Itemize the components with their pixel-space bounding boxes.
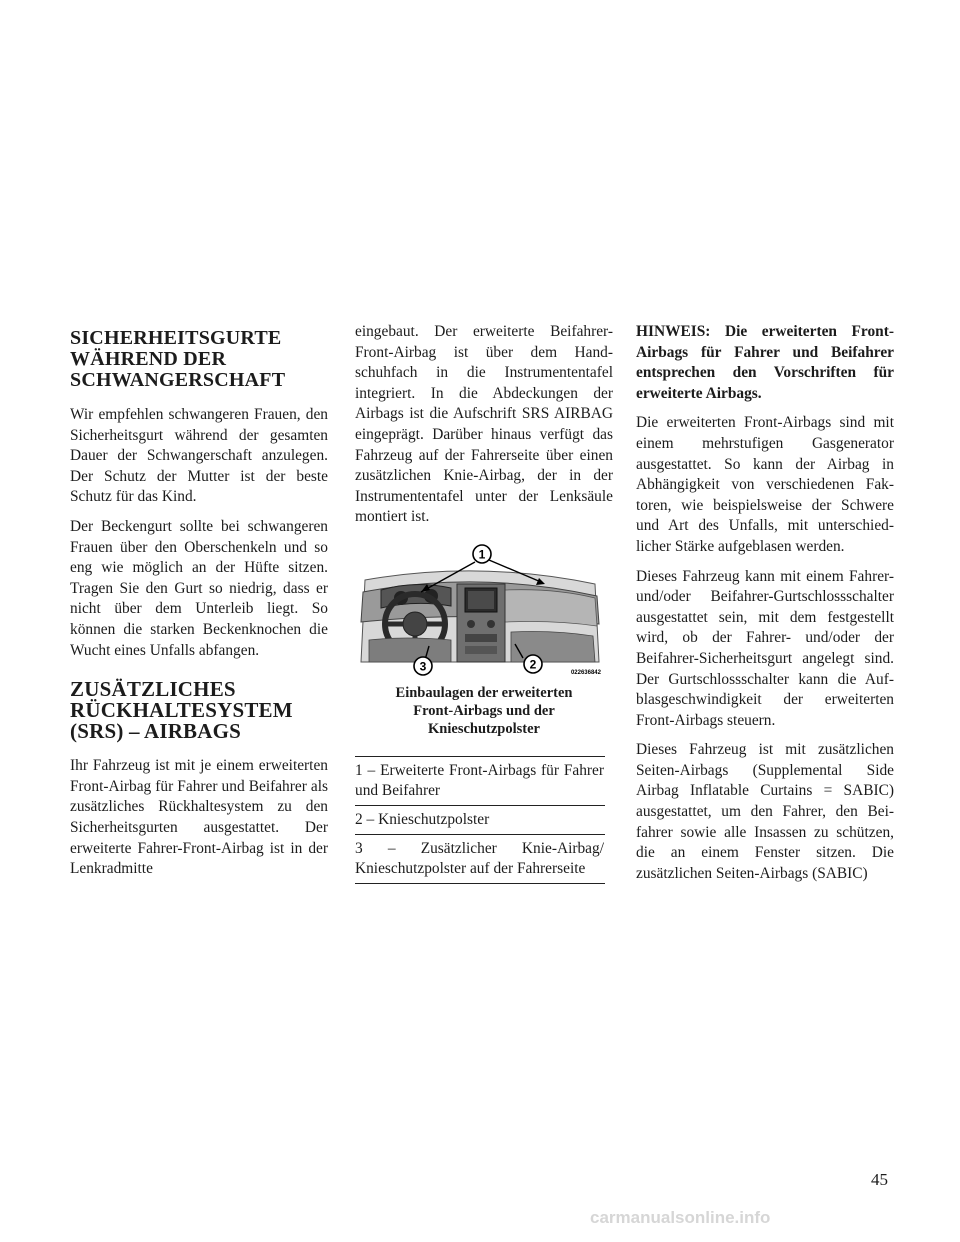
note-paragraph: HINWEIS: Die erweiterten Front-Airbags für Fahrer und Beifahrer entsprechen den Vorschriften für erweiterte Airbags. — [636, 323, 894, 402]
heading-line: SCHWANGERSCHAFT — [70, 369, 286, 391]
caption-line: Front-Airbags und der — [413, 702, 555, 719]
watermark: carmanualsonline.info — [590, 1208, 771, 1227]
heading-line: SICHERHEITSGURTE — [70, 327, 282, 349]
column-right — [636, 322, 894, 893]
legend-cell: 2 – Knieschutzpolster — [355, 805, 605, 834]
svg-text:2: 2 — [529, 657, 537, 672]
svg-text:3: 3 — [419, 659, 427, 674]
caption-line: Einbaulagen der erweiterten — [395, 684, 573, 701]
paragraph: eingebaut. Der erweiterte Beifahrer-Front-Airbag ist über dem Handschuhfach in die Instrumententafel integriert. In die Abdeckungen der Airbags ist die Aufschrift SRS AIRBAG eingeprägt. Darüber hinaus verfügt das Fahrzeug auf der Fahrerseite über einen zusätzlichen Knie-Airbag, der in der Instrumententafel unter der Lenksäule montiert ist. — [355, 323, 613, 526]
heading-srs-airbags — [70, 679, 328, 742]
figure-code: 022636842 — [570, 669, 601, 676]
legend-cell: 1 – Erweiterte Front-Airbags für Fahrer und Beifahrer — [355, 756, 605, 805]
figure-caption — [355, 684, 613, 738]
heading-line: (SRS) – AIRBAGS — [70, 719, 242, 744]
column-middle — [355, 322, 613, 884]
column-left — [70, 322, 328, 889]
paragraph: Dieses Fahrzeug ist mit zusätzlichen Seiten-Airbags (Supplemental Side Airbag Inflatable Curtains = SABIC) ausgestattet, um den Fahrer, den Beifahrer sowie alle Insassen zu schützen, die an einem Fenster sitzen. Die zusätzlichen Seiten-Airbags (SABIC) — [636, 741, 894, 882]
legend-cell: 3 – Zusätzlicher Knie-Airbag/ Knieschutzpolster auf der Fahrerseite — [355, 834, 605, 883]
paragraph: Der Beckengurt sollte bei schwangeren Frauen über den Oberschenkeln und so eng wie möglich an der Hüfte sitzen. Tragen Sie den Gurt so niedrig, dass er nicht über dem Unterleib liegt. So können die starken Beckenknochen die Wucht eines Unfalls abfangen. — [70, 517, 328, 659]
page-number: 45 — [871, 1170, 888, 1189]
paragraph: Die erweiterten Front-Airbags sind mit einem mehrstufigen Gasgenerator ausgestattet. So kann der Airbag in Abhängigkeit von verschiedenen Faktoren, wie beispielsweise der Schwere und Art des Unfalls, mit unterschiedlicher Stärke aufgeblasen werden. — [636, 414, 894, 555]
figure-legend-table — [355, 756, 605, 884]
heading-line: WÄHREND DER — [70, 348, 227, 370]
table-row — [355, 805, 605, 834]
heading-line: RÜCKHALTESYSTEM — [70, 698, 293, 723]
dashboard-airbag-figure — [355, 540, 603, 680]
paragraph: Wir empfehlen schwangeren Frauen, den Sicherheitsgurt während der gesamten Dauer der Schwangerschaft anzulegen. Der Schutz der Mutter ist der beste Schutz für das Kind. — [70, 406, 328, 506]
heading-line: ZUSÄTZLICHES — [70, 677, 236, 702]
caption-line: Knieschutzpolster — [428, 720, 540, 737]
dashboard-illustration — [355, 540, 603, 680]
heading-seatbelts-pregnancy — [70, 328, 328, 391]
paragraph: Dieses Fahrzeug kann mit einem Fahrer- und/oder Beifahrer-Gurtschlossschalter ausgestattet sein, mit dem festgestellt wird, ob der Fahrer- und/oder der Beifahrer-Sicherheitsgurt angelegt sind. Der Gurtschlossschalter kann die Aufblasgeschwindigkeit der erweiterten Front-Airbags steuern. — [636, 567, 894, 729]
table-row — [355, 756, 605, 805]
svg-text:1: 1 — [478, 547, 486, 562]
table-row — [355, 834, 605, 883]
paragraph: Ihr Fahrzeug ist mit je einem erweiterten Front-Airbag für Fahrer und Beifahrer als zusätzliches Rückhaltesystem zu den Sicherheitsgurten ausgestattet. Der erweiterte Fahrer-Front-Airbag ist in der Lenkradmitte — [70, 757, 328, 878]
